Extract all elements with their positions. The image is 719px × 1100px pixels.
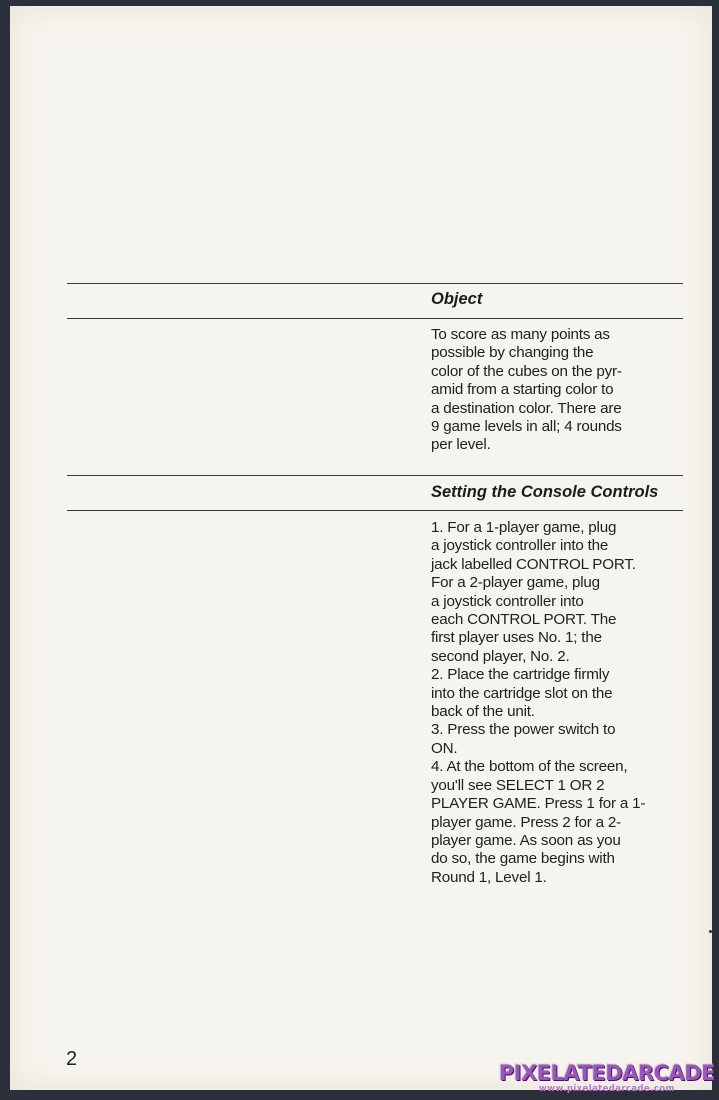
text-line: you'll see SELECT 1 OR 2 <box>431 776 605 794</box>
watermark-url: www.pixelatedarcade.com <box>539 1084 675 1094</box>
rule-top-object <box>67 283 683 284</box>
text-line: 3. Press the power switch to <box>431 721 616 739</box>
text-line: player game. Press 2 for a 2- <box>431 813 622 831</box>
text-line: amid from a starting color to <box>431 381 614 399</box>
text-line: To score as many points as <box>431 326 610 343</box>
text-line: PLAYER GAME. Press 1 for a 1- <box>431 795 646 813</box>
text-line: second player, No. 2. <box>431 647 570 665</box>
text-line: For a 2-player game, plug <box>431 574 600 592</box>
text-line: 9 game levels in all; 4 rounds <box>431 418 622 436</box>
text-line: into the cartridge slot on the <box>431 684 613 702</box>
rule-bottom-console <box>67 510 683 511</box>
text-line: possible by changing the <box>431 344 594 362</box>
heading-object: Object <box>431 290 483 308</box>
watermark-logo <box>499 1062 715 1094</box>
object-body <box>431 326 683 455</box>
text-line: a joystick controller into the <box>431 537 609 555</box>
text-line: a joystick controller into <box>431 592 584 610</box>
heading-console-controls: Setting the Console Controls <box>431 483 659 501</box>
text-line: a destination color. There are <box>431 399 622 417</box>
text-line: first player uses No. 1; the <box>431 629 602 647</box>
text-line: Round 1, Level 1. <box>431 868 547 886</box>
text-line: color of the cubes on the pyr- <box>431 362 622 380</box>
text-line: jack labelled CONTROL PORT. <box>431 555 636 573</box>
rule-top-console <box>67 475 683 476</box>
text-line: per level. <box>431 436 491 454</box>
watermark-main: PIXELATEDARCADE <box>498 1061 715 1085</box>
text-line: 1. For a 1-player game, plug <box>431 519 617 536</box>
text-line: do so, the game begins with <box>431 850 615 868</box>
text-line: 2. Place the cartridge firmly <box>431 666 610 684</box>
console-controls-body <box>431 519 683 887</box>
text-line: player game. As soon as you <box>431 831 621 849</box>
edge-mark <box>709 930 712 933</box>
text-line: 4. At the bottom of the screen, <box>431 758 628 776</box>
page-number: 2 <box>66 1048 78 1070</box>
text-line: ON. <box>431 739 458 757</box>
text-line: back of the unit. <box>431 703 535 721</box>
manual-page <box>10 6 712 1090</box>
rule-bottom-object <box>67 318 683 319</box>
text-line: each CONTROL PORT. The <box>431 611 617 629</box>
